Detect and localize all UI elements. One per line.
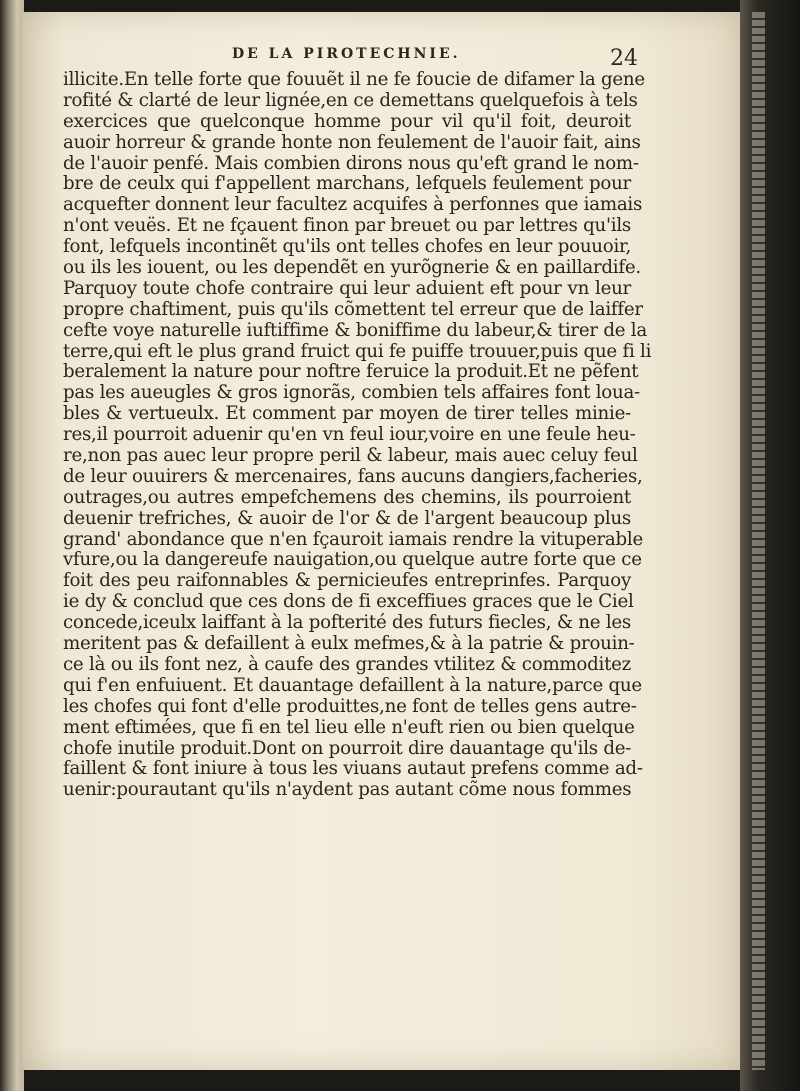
text-line: re,non pas auec leur propre peril & labeur, mais auec celuy feul	[63, 445, 638, 467]
text-line: beralement la nature pour noftre feruice la produit.Et ne pẽfent	[63, 361, 639, 383]
text-line: qui f'en enfuiuent. Et dauantage defaillent à la nature,parce que	[63, 674, 642, 696]
text-line: bre de ceulx qui f'appellent marchans, lefquels feulement pour	[63, 173, 631, 195]
text-line: propre chaftiment, puis qu'ils cõmettent tel erreur que de laiffer	[63, 298, 643, 320]
text-line: meritent pas & defaillent à eulx mefmes,& à la patrie & prouin-	[63, 633, 635, 655]
text-line: uenir:pourautant qu'ils n'aydent pas autant cõme nous fommes	[63, 779, 632, 801]
text-line: font, lefquels incontinẽt qu'ils ont telles chofes en leur pouuoir,	[63, 236, 631, 258]
text-line: Parquoy toute chofe contraire qui leur aduient eft pour vn leur	[63, 277, 631, 299]
text-line: n'ont veuës. Et ne fçauent finon par breuet ou par lettres qu'ils	[63, 215, 631, 237]
text-line: bles & vertueulx. Et comment par moyen de tirer telles minie-	[63, 403, 631, 425]
text-line: res,il pourroit aduenir qu'en vn feul iour,voire en une feule heu-	[63, 424, 636, 446]
scan-background-edge	[740, 0, 800, 1091]
text-line: auoir horreur & grande honte non feulement de l'auoir fait, ains	[63, 131, 641, 153]
text-line: pas les aueugles & gros ignorãs, combien tels affaires font loua-	[63, 382, 640, 404]
text-line: de leur ouuirers & mercenaires, fans aucuns dangiers,facheries,	[63, 465, 643, 487]
text-line: outrages,ou autres empefchemens des chemins, ils pourroient	[63, 486, 631, 508]
text-line: ou ils les iouent, ou les dependẽt en yurõgnerie & en paillardife.	[63, 257, 641, 279]
text-line: chofe inutile produit.Dont on pourroit dire dauantage qu'ils de-	[63, 737, 632, 759]
text-line: faillent & font iniure à tous les viuans autaut prefens comme ad-	[63, 758, 643, 780]
text-line: les chofes qui font d'elle produittes,ne font de telles gens autre-	[63, 695, 637, 717]
scan-ruler-strip	[752, 12, 765, 1070]
body-text	[63, 69, 652, 801]
text-line: illicite.En telle forte que fouuẽt il ne fe foucie de difamer la gene	[63, 69, 645, 90]
text-line: vfure,ou la dangereufe nauigation,ou quelque autre forte que ce	[63, 549, 642, 571]
text-line: ce là ou ils font nez, à caufe des grandes vtilitez & commoditez	[63, 653, 631, 675]
text-line: cefte voye naturelle iuftiffime & boniffime du labeur,& tirer de la	[63, 319, 647, 341]
text-line: grand' abondance que n'en fçauroit iamais rendre la vituperable	[63, 528, 643, 550]
text-line: exercices que quelconque homme pour vil qu'il foit, deuroit	[63, 110, 631, 132]
text-line: foit des peu raifonnables & pernicieufes entreprinfes. Parquoy	[63, 570, 631, 592]
text-line: ie dy & conclud que ces dons de fi exceffiues graces que le Ciel	[63, 591, 634, 613]
page-number: 24	[610, 46, 638, 71]
text-line: deuenir trefriches, & auoir de l'or & de l'argent beaucoup plus	[63, 507, 631, 529]
text-line: acquefter donnent leur facultez acquifes à perfonnes que iamais	[63, 194, 643, 216]
text-line: rofité & clarté de leur lignée,en ce demettans quelquefois à tels	[63, 89, 638, 111]
text-line: de l'auoir penfé. Mais combien dirons nous qu'eft grand le nom-	[63, 152, 639, 174]
text-line: terre,qui eft le plus grand fruict qui fe puiffe trouuer,puis que fi li	[63, 340, 652, 362]
book-spine-shadow	[0, 0, 24, 1091]
text-line: ment eftimées, que fi en tel lieu elle n'euft rien ou bien quelque	[63, 716, 635, 738]
running-head: DE LA PIROTECHNIE.	[232, 46, 461, 62]
text-line: concede,iceulx laiffant à la pofterité des futurs fiecles, & ne les	[63, 612, 631, 634]
